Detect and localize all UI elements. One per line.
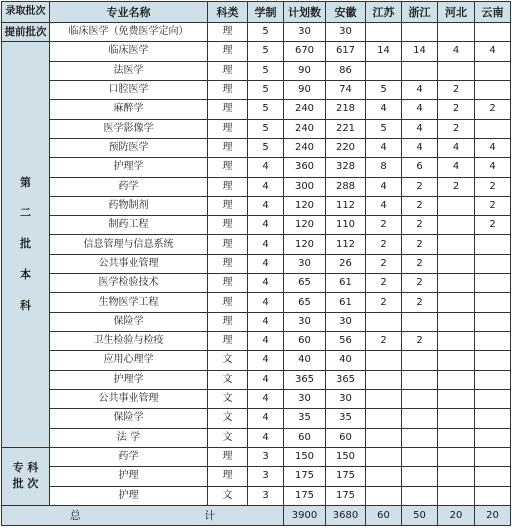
major-years: 4	[248, 196, 284, 215]
major-years: 4	[248, 351, 284, 370]
anhui-count: 221	[326, 119, 366, 138]
zhejiang-count	[402, 312, 438, 331]
plan-count: 30	[284, 254, 326, 273]
zhejiang-count: 6	[402, 158, 438, 177]
plan-count: 360	[284, 158, 326, 177]
major-name: 医学影像学	[50, 119, 208, 138]
plan-count: 240	[284, 119, 326, 138]
major-name: 口腔医学	[50, 80, 208, 99]
major-type: 理	[208, 177, 248, 196]
anhui-count: 150	[326, 447, 366, 466]
hebei-count: 2	[438, 80, 475, 99]
table-row	[2, 332, 511, 351]
plan-count: 240	[284, 100, 326, 119]
jiangsu-count	[366, 312, 402, 331]
zhejiang-count	[402, 447, 438, 466]
major-years: 4	[248, 293, 284, 312]
table-row	[2, 80, 511, 99]
yunnan-count	[475, 23, 511, 42]
total-plan: 3900	[284, 506, 326, 526]
jiangsu-count: 2	[366, 216, 402, 235]
major-name: 制药工程	[50, 216, 208, 235]
major-years: 4	[248, 254, 284, 273]
major-type: 理	[208, 293, 248, 312]
plan-count: 120	[284, 216, 326, 235]
table-row	[2, 138, 511, 157]
header-type: 科类	[208, 2, 248, 23]
major-years: 5	[248, 23, 284, 42]
zhejiang-count: 2	[402, 196, 438, 215]
plan-count: 40	[284, 351, 326, 370]
jiangsu-count: 4	[366, 196, 402, 215]
hebei-count: 2	[438, 177, 475, 196]
major-name: 麻醉学	[50, 100, 208, 119]
total-label: 总 计	[2, 506, 284, 526]
zhejiang-count: 2	[402, 177, 438, 196]
major-years: 4	[248, 389, 284, 408]
major-years: 4	[248, 428, 284, 447]
major-type: 理	[208, 235, 248, 254]
anhui-count: 61	[326, 274, 366, 293]
hebei-count: 4	[438, 138, 475, 157]
hebei-count	[438, 61, 475, 80]
anhui-count: 30	[326, 312, 366, 331]
major-years: 3	[248, 486, 284, 506]
yunnan-count	[475, 467, 511, 486]
major-type: 理	[208, 158, 248, 177]
major-type: 理	[208, 80, 248, 99]
jiangsu-count	[366, 23, 402, 42]
major-years: 4	[248, 216, 284, 235]
plan-count: 120	[284, 235, 326, 254]
anhui-count: 220	[326, 138, 366, 157]
jiangsu-count	[366, 467, 402, 486]
anhui-count: 288	[326, 177, 366, 196]
plan-count: 65	[284, 293, 326, 312]
table-row	[2, 196, 511, 215]
major-years: 5	[248, 119, 284, 138]
major-name: 药物制剂	[50, 196, 208, 215]
hebei-count	[438, 351, 475, 370]
jiangsu-count	[366, 389, 402, 408]
major-years: 5	[248, 42, 284, 61]
major-type: 理	[208, 467, 248, 486]
major-type: 理	[208, 216, 248, 235]
yunnan-count	[475, 293, 511, 312]
zhejiang-count: 2	[402, 293, 438, 312]
major-type: 文	[208, 389, 248, 408]
anhui-count: 175	[326, 467, 366, 486]
yunnan-count	[475, 447, 511, 466]
yunnan-count: 4	[475, 42, 511, 61]
zhejiang-count: 2	[402, 235, 438, 254]
table-row	[2, 158, 511, 177]
second-batch-label-char: 第	[20, 175, 31, 189]
hebei-count	[438, 312, 475, 331]
anhui-count: 112	[326, 196, 366, 215]
anhui-count: 110	[326, 216, 366, 235]
plan-count: 240	[284, 138, 326, 157]
hebei-count	[438, 216, 475, 235]
major-name: 生物医学工程	[50, 293, 208, 312]
major-type: 理	[208, 42, 248, 61]
header-anhui: 安徽	[326, 2, 366, 23]
header-zhejiang: 浙江	[402, 2, 438, 23]
major-type: 理	[208, 100, 248, 119]
major-type: 文	[208, 428, 248, 447]
plan-count: 150	[284, 447, 326, 466]
plan-count: 65	[284, 274, 326, 293]
enrollment-plan-table	[1, 1, 511, 526]
major-years: 4	[248, 177, 284, 196]
vocational-batch-label-line: 批 次	[12, 477, 39, 491]
hebei-count	[438, 196, 475, 215]
zhejiang-count	[402, 23, 438, 42]
yunnan-count: 4	[475, 158, 511, 177]
major-years: 5	[248, 100, 284, 119]
jiangsu-count	[366, 428, 402, 447]
zhejiang-count	[402, 61, 438, 80]
major-years: 5	[248, 138, 284, 157]
major-name: 预防医学	[50, 138, 208, 157]
anhui-count: 328	[326, 158, 366, 177]
major-type: 理	[208, 274, 248, 293]
major-years: 5	[248, 61, 284, 80]
hebei-count	[438, 409, 475, 428]
table-row	[2, 216, 511, 235]
major-type: 文	[208, 409, 248, 428]
anhui-count: 61	[326, 293, 366, 312]
jiangsu-count	[366, 409, 402, 428]
table-row	[2, 274, 511, 293]
hebei-count	[438, 486, 475, 506]
major-years: 3	[248, 447, 284, 466]
yunnan-count: 4	[475, 138, 511, 157]
major-type: 文	[208, 351, 248, 370]
major-type: 文	[208, 370, 248, 389]
table-row	[2, 428, 511, 447]
table-row	[2, 486, 511, 506]
anhui-count: 175	[326, 486, 366, 506]
jiangsu-count: 2	[366, 274, 402, 293]
hebei-count: 2	[438, 100, 475, 119]
major-name: 药学	[50, 177, 208, 196]
zhejiang-count: 4	[402, 80, 438, 99]
major-years: 4	[248, 158, 284, 177]
plan-count: 670	[284, 42, 326, 61]
plan-count: 300	[284, 177, 326, 196]
major-years: 4	[248, 370, 284, 389]
second-batch-label-char: 科	[20, 298, 31, 312]
anhui-count: 30	[326, 23, 366, 42]
jiangsu-count	[366, 486, 402, 506]
major-name: 保险学	[50, 312, 208, 331]
zhejiang-count	[402, 486, 438, 506]
total-jiangsu: 60	[366, 506, 402, 526]
zhejiang-count: 2	[402, 216, 438, 235]
vocational-batch-label-line: 专 科	[12, 460, 39, 474]
header-plan: 计划数	[284, 2, 326, 23]
yunnan-count	[475, 389, 511, 408]
yunnan-count	[475, 119, 511, 138]
major-years: 4	[248, 409, 284, 428]
zhejiang-count	[402, 389, 438, 408]
hebei-count	[438, 389, 475, 408]
jiangsu-count: 2	[366, 293, 402, 312]
table-row	[2, 293, 511, 312]
hebei-count	[438, 447, 475, 466]
anhui-count: 617	[326, 42, 366, 61]
major-name: 护理	[50, 486, 208, 506]
major-type: 文	[208, 486, 248, 506]
hebei-count	[438, 274, 475, 293]
yunnan-count	[475, 61, 511, 80]
yunnan-count	[475, 274, 511, 293]
jiangsu-count: 2	[366, 254, 402, 273]
early-batch-label: 提前批次	[2, 23, 50, 42]
zhejiang-count: 4	[402, 100, 438, 119]
jiangsu-count: 14	[366, 42, 402, 61]
hebei-count	[438, 467, 475, 486]
anhui-count: 74	[326, 80, 366, 99]
plan-count: 90	[284, 80, 326, 99]
anhui-count: 40	[326, 351, 366, 370]
yunnan-count	[475, 351, 511, 370]
table-row	[2, 100, 511, 119]
hebei-count: 4	[438, 42, 475, 61]
header-hebei: 河北	[438, 2, 475, 23]
jiangsu-count	[366, 447, 402, 466]
major-type: 理	[208, 61, 248, 80]
major-name: 公共事业管理	[50, 254, 208, 273]
zhejiang-count	[402, 409, 438, 428]
header-major: 专业名称	[50, 2, 208, 23]
major-years: 4	[248, 274, 284, 293]
major-name: 卫生检验与检疫	[50, 332, 208, 351]
major-type: 理	[208, 196, 248, 215]
major-type: 理	[208, 138, 248, 157]
table-row	[2, 312, 511, 331]
major-name: 应用心理学	[50, 351, 208, 370]
anhui-count: 35	[326, 409, 366, 428]
zhejiang-count: 14	[402, 42, 438, 61]
table-row	[2, 23, 511, 42]
hebei-count	[438, 23, 475, 42]
jiangsu-count: 5	[366, 119, 402, 138]
major-name: 信息管理与信息系统	[50, 235, 208, 254]
table-row	[2, 389, 511, 408]
jiangsu-count: 4	[366, 138, 402, 157]
major-years: 4	[248, 235, 284, 254]
jiangsu-count	[366, 61, 402, 80]
table-row	[2, 177, 511, 196]
anhui-count: 56	[326, 332, 366, 351]
header-yunnan: 云南	[475, 2, 511, 23]
hebei-count	[438, 254, 475, 273]
zhejiang-count: 2	[402, 274, 438, 293]
major-name: 护理	[50, 467, 208, 486]
major-name: 护理学	[50, 158, 208, 177]
major-name: 法医学	[50, 61, 208, 80]
total-zhejiang: 50	[402, 506, 438, 526]
yunnan-count	[475, 370, 511, 389]
anhui-count: 112	[326, 235, 366, 254]
total-anhui: 3680	[326, 506, 366, 526]
table-row	[2, 409, 511, 428]
jiangsu-count: 4	[366, 100, 402, 119]
jiangsu-count: 2	[366, 235, 402, 254]
yunnan-count	[475, 486, 511, 506]
header-row	[2, 2, 511, 23]
plan-count: 175	[284, 467, 326, 486]
zhejiang-count: 2	[402, 332, 438, 351]
second-batch-label-char: 二	[20, 206, 31, 220]
hebei-count: 2	[438, 119, 475, 138]
anhui-count: 60	[326, 428, 366, 447]
hebei-count	[438, 370, 475, 389]
plan-count: 120	[284, 196, 326, 215]
major-years: 5	[248, 80, 284, 99]
major-name: 药学	[50, 447, 208, 466]
plan-count: 90	[284, 61, 326, 80]
major-years: 4	[248, 332, 284, 351]
plan-count: 35	[284, 409, 326, 428]
major-name: 医学检验技术	[50, 274, 208, 293]
yunnan-count: 2	[475, 100, 511, 119]
yunnan-count	[475, 332, 511, 351]
major-name: 临床医学	[50, 42, 208, 61]
major-name: 保险学	[50, 409, 208, 428]
jiangsu-count: 5	[366, 80, 402, 99]
zhejiang-count	[402, 428, 438, 447]
major-years: 4	[248, 312, 284, 331]
yunnan-count: 2	[475, 216, 511, 235]
plan-count: 30	[284, 23, 326, 42]
major-type: 理	[208, 447, 248, 466]
hebei-count	[438, 428, 475, 447]
header-batch: 录取批次	[2, 2, 50, 23]
major-type: 理	[208, 312, 248, 331]
vocational-batch-label	[2, 447, 50, 505]
enrollment-plan-table-wrapper	[1, 1, 510, 526]
major-type: 理	[208, 23, 248, 42]
plan-count: 30	[284, 312, 326, 331]
header-jiangsu: 江苏	[366, 2, 402, 23]
major-name: 临床医学（免费医学定向）	[50, 23, 208, 42]
yunnan-count	[475, 409, 511, 428]
yunnan-count	[475, 80, 511, 99]
zhejiang-count: 4	[402, 138, 438, 157]
plan-count: 60	[284, 428, 326, 447]
table-row	[2, 119, 511, 138]
jiangsu-count: 4	[366, 177, 402, 196]
zhejiang-count	[402, 467, 438, 486]
jiangsu-count	[366, 351, 402, 370]
table-row	[2, 61, 511, 80]
major-type: 理	[208, 254, 248, 273]
major-name: 护理学	[50, 370, 208, 389]
total-hebei: 20	[438, 506, 475, 526]
table-row	[2, 447, 511, 466]
yunnan-count	[475, 312, 511, 331]
plan-count: 60	[284, 332, 326, 351]
yunnan-count	[475, 254, 511, 273]
table-row	[2, 42, 511, 61]
zhejiang-count: 2	[402, 254, 438, 273]
table-row	[2, 351, 511, 370]
total-row	[2, 506, 511, 526]
header-years: 学制	[248, 2, 284, 23]
anhui-count: 30	[326, 389, 366, 408]
anhui-count: 365	[326, 370, 366, 389]
hebei-count	[438, 332, 475, 351]
table-row	[2, 467, 511, 486]
anhui-count: 218	[326, 100, 366, 119]
zhejiang-count	[402, 351, 438, 370]
yunnan-count: 2	[475, 196, 511, 215]
jiangsu-count: 2	[366, 332, 402, 351]
anhui-count: 86	[326, 61, 366, 80]
plan-count: 365	[284, 370, 326, 389]
major-type: 理	[208, 119, 248, 138]
plan-count: 30	[284, 389, 326, 408]
hebei-count	[438, 293, 475, 312]
jiangsu-count: 8	[366, 158, 402, 177]
second-batch-label-char: 批	[20, 237, 31, 251]
zhejiang-count	[402, 370, 438, 389]
plan-count: 175	[284, 486, 326, 506]
zhejiang-count: 4	[402, 119, 438, 138]
anhui-count: 26	[326, 254, 366, 273]
yunnan-count	[475, 235, 511, 254]
second-batch-label-char: 本	[20, 267, 31, 281]
major-type: 理	[208, 332, 248, 351]
yunnan-count	[475, 428, 511, 447]
hebei-count	[438, 235, 475, 254]
jiangsu-count	[366, 370, 402, 389]
table-row	[2, 235, 511, 254]
total-yunnan: 20	[475, 506, 511, 526]
table-row	[2, 370, 511, 389]
hebei-count: 4	[438, 158, 475, 177]
major-years: 3	[248, 467, 284, 486]
major-name: 法 学	[50, 428, 208, 447]
table-row	[2, 254, 511, 273]
major-name: 公共事业管理	[50, 389, 208, 408]
second-batch-label	[2, 42, 50, 448]
yunnan-count: 2	[475, 177, 511, 196]
